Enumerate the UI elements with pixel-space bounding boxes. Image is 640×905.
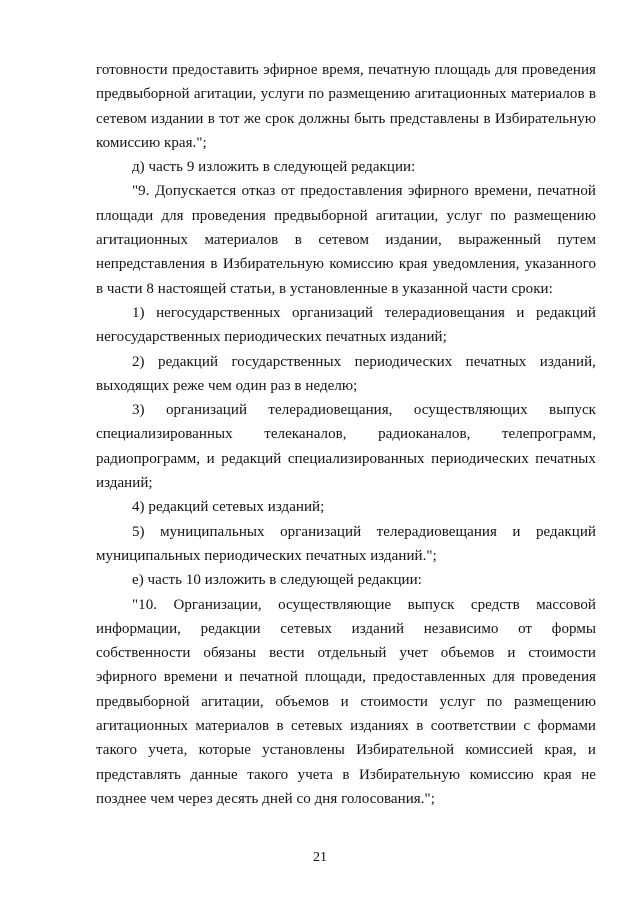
paragraph-item-e: е) часть 10 изложить в следующей редакции: xyxy=(132,572,422,589)
paragraph-list-item-5: 5) муниципальных организаций телерадиовещания и редакций муниципальных периодических печатных изданий."; xyxy=(96,523,596,564)
document-body xyxy=(96,58,596,811)
paragraph-part-9: "9. Допускается отказ от предоставления эфирного времени, печатной площади для проведения предвыборной агитации, услуг по размещению агитационных материалов в сетевом издании, выраженный путем непредставления в Избирательную комиссию края уведомления, указанного в части 8 настоящей статьи, в установленные в указанной части сроки: xyxy=(96,183,596,297)
paragraph-list-item-3: 3) организаций телерадиовещания, осуществляющих выпуск специализированных телеканалов, радиоканалов, телепрограмм, радиопрограмм, и редакций специализированных периодических печатных изданий; xyxy=(96,402,596,492)
paragraph-list-item-4: 4) редакций сетевых изданий; xyxy=(132,499,325,516)
paragraph-continuation: готовности предоставить эфирное время, печатную площадь для проведения предвыборной агитации, услуги по размещению агитационных материалов в сетевом издании в тот же срок должны быть представлены в Избирательную комиссию края."; xyxy=(96,62,596,151)
paragraph-item-d: д) часть 9 изложить в следующей редакции: xyxy=(132,159,416,176)
paragraph-list-item-2: 2) редакций государственных периодических печатных изданий, выходящих реже чем один раз в неделю; xyxy=(96,353,596,394)
paragraph-part-10: "10. Организации, осуществляющие выпуск средств массовой информации, редакции сетевых изданий независимо от формы собственности обязаны вести отдельный учет объемов и стоимости эфирного времени и печатной площади, предоставленных для проведения предвыборной агитации, объемов и стоимости услуг по размещению агитационных материалов в сетевых изданиях в соответствии с формами такого учета, которые установлены Избирательной комиссией края, и представлять данные такого учета в Избирательную комиссию края не позднее чем через десять дней со дня голосования."; xyxy=(96,596,596,807)
page-number: 21 xyxy=(313,850,327,865)
paragraph-list-item-1: 1) негосударственных организаций телерадиовещания и редакций негосударственных периодических печатных изданий; xyxy=(96,304,596,346)
